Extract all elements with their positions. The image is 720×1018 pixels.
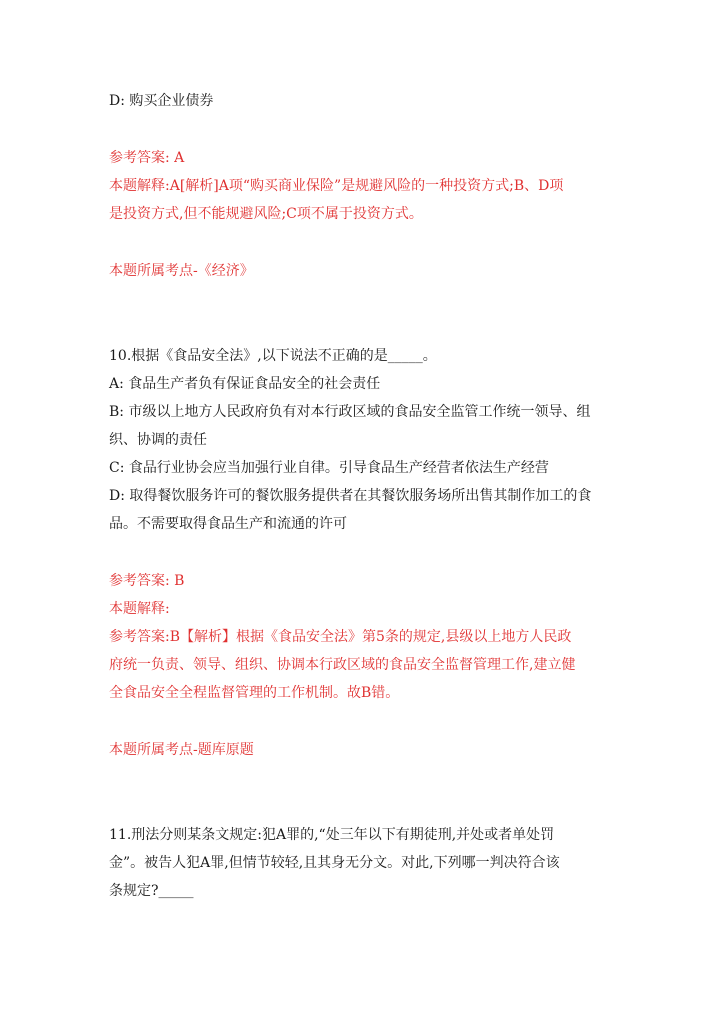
q10-answer: 参考答案: B — [109, 573, 185, 589]
q10-option-b-line-1: B: 市级以上地方人民政府负有对本行政区域的食品安全监管工作统一领导、组 — [109, 404, 591, 420]
q10-explanation-label: 本题解释: — [109, 601, 170, 617]
q11-question-line-2: 金”。被告人犯A罪,但情节较轻,且其身无分文。对此,下列哪一判决符合该 — [109, 855, 560, 871]
q11-question-line-1: 11.刑法分则某条文规定:犯A罪的,“处三年以下有期徒刑,并处或者单处罚 — [109, 827, 555, 843]
q10-option-d-line-1: D: 取得餐饮服务许可的餐饮服务提供者在其餐饮服务场所出售其制作加工的食 — [109, 488, 592, 504]
q11-question-line-3: 条规定?_____ — [109, 883, 194, 899]
q10-explanation-line-1: 参考答案:B【解析】根据《食品安全法》第5条的规定,县级以上地方人民政 — [109, 629, 572, 645]
q10-explanation-line-3: 全食品安全全程监督管理的工作机制。故B错。 — [109, 685, 400, 701]
q9-explanation-line-2: 是投资方式,但不能规避风险;C项不属于投资方式。 — [109, 206, 423, 222]
q10-option-b-line-2: 织、协调的责任 — [109, 432, 207, 448]
q10-explanation-line-2: 府统一负责、领导、组织、协调本行政区域的食品安全监督管理工作,建立健 — [109, 657, 576, 673]
q10-option-a: A: 食品生产者负有保证食品安全的社会责任 — [109, 376, 381, 392]
q10-question: 10.根据《食品安全法》,以下说法不正确的是_____。 — [109, 348, 437, 364]
q9-explanation-line-1: 本题解释:A[解析]A项“购买商业保险”是规避风险的一种投资方式;B、D项 — [109, 178, 564, 194]
q9-topic: 本题所属考点-《经济》 — [109, 263, 254, 279]
q9-option-d: D: 购买企业债券 — [109, 93, 214, 109]
q10-option-c: C: 食品行业协会应当加强行业自律。引导食品生产经营者依法生产经营 — [109, 460, 549, 476]
q10-topic: 本题所属考点-题库原题 — [109, 742, 254, 758]
q9-answer: 参考答案: A — [109, 150, 185, 166]
q10-option-d-line-2: 品。不需要取得食品生产和流通的许可 — [109, 516, 347, 532]
